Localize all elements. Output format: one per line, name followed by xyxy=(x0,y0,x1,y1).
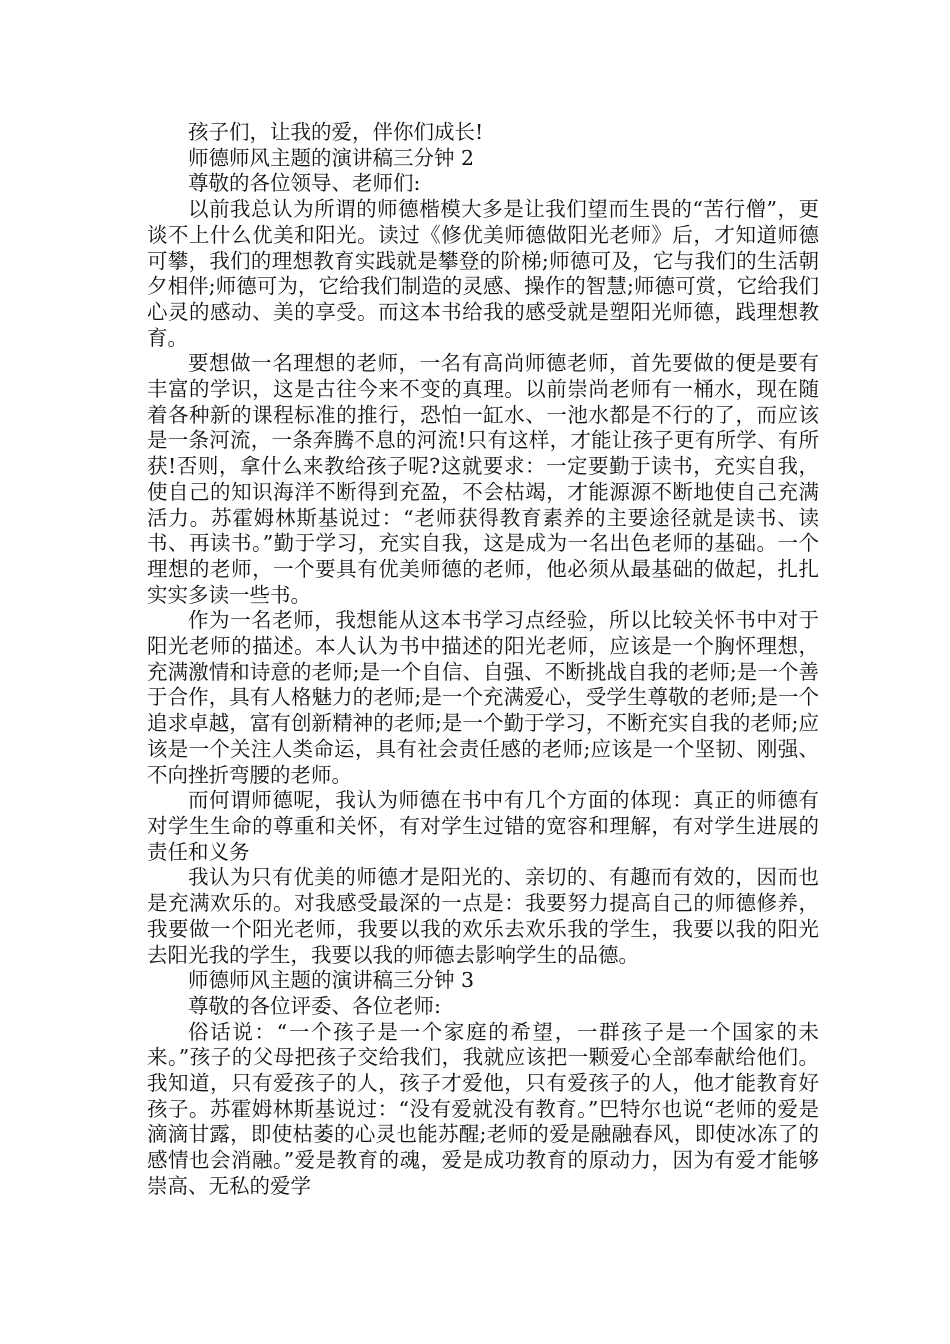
section-2-paragraph-3: 作为一名老师，我想能从这本书学习点经验，所以比较关怀书中对于阳光老师的描述。本人认为书中描述的阳光老师，应该是一个胸怀理想，充满激情和诗意的老师;是一个自信、自强、不断挑战自我的老师;是一个善于合作，具有人格魅力的老师;是一个充满爱心，受学生尊敬的老师;是一个追求卓越，富有创新精神的老师;是一个勤于学习，不断充实自我的老师;应该是一个关注人类命运，具有社会责任感的老师;应该是一个坚韧、刚强、不向挫折弯腰的老师。 xyxy=(147,608,819,787)
section-2-title: 师德师风主题的演讲稿三分钟 2 xyxy=(188,145,475,170)
section-2-salutation: 尊敬的各位领导、老师们: xyxy=(188,171,421,196)
section-2-paragraph-1: 以前我总认为所谓的师德楷模大多是让我们望而生畏的“苦行僧”，更谈不上什么优美和阳光。读过《修优美师德做阳光老师》后，才知道师德可攀，我们的理想教育实践就是攀登的阶梯;师德可及，它与我们的生活朝夕相伴;师德可为，它给我们制造的灵感、操作的智慧;师德可赏，它给我们心灵的感动、美的享受。而这本书给我的感受就是塑阳光师德，践理想教育。 xyxy=(147,197,819,350)
section-2-paragraph-2: 要想做一名理想的老师，一名有高尚师德老师，首先要做的便是要有丰富的学识，这是古往今来不变的真理。以前崇尚老师有一桶水，现在随着各种新的课程标准的推行，恐怕一缸水、一池水都是不行的了，而应该是一条河流，一条奔腾不息的河流!只有这样，才能让孩子更有所学、有所获!否则，拿什么来教给孩子呢?这就要求：一定要勤于读书，充实自我，使自己的知识海洋不断得到充盈，不会枯竭，才能源源不断地使自己充满活力。苏霍姆林斯基说过：“老师获得教育素养的主要途径就是读书、读书、再读书。”勤于学习，充实自我，这是成为一名出色老师的基础。一个理想的老师，一个要具有优美师德的老师，他必须从最基础的做起，扎扎实实多读一些书。 xyxy=(147,351,819,607)
section-2-paragraph-4: 而何谓师德呢，我认为师德在书中有几个方面的体现：真正的师德有对学生生命的尊重和关怀，有对学生过错的宽容和理解，有对学生进展的责任和义务 xyxy=(147,788,819,864)
section-3-paragraph-1: 俗话说：“一个孩子是一个家庭的希望，一群孩子是一个国家的未来。”孩子的父母把孩子交给我们，我就应该把一颗爱心全部奉献给他们。我知道，只有爱孩子的人，孩子才爱他，只有爱孩子的人，他才能教育好孩子。苏霍姆林斯基说过：“没有爱就没有教育。”巴特尔也说“老师的爱是滴滴甘露，即使枯萎的心灵也能苏醒;老师的爱是融融春风，即使冰冻了的感情也会消融。”爱是教育的魂，爱是成功教育的原动力，因为有爱才能够崇高、无私的爱学 xyxy=(147,1019,819,1198)
closing-line: 孩子们，让我的爱，伴你们成长! xyxy=(188,120,484,144)
document-page xyxy=(147,120,819,1200)
section-2-paragraph-5: 我认为只有优美的师德才是阳光的、亲切的、有趣而有效的，因而也是充满欢乐的。对我感受最深的一点是：我要努力提高自己的师德修养，我要做一个阳光老师，我要以我的欢乐去欢乐我的学生，我要以我的阳光去阳光我的学生，我要以我的师德去影响学生的品德。 xyxy=(147,865,819,967)
section-3-salutation: 尊敬的各位评委、各位老师: xyxy=(188,993,441,1018)
section-3-title: 师德师风主题的演讲稿三分钟 3 xyxy=(188,968,475,993)
